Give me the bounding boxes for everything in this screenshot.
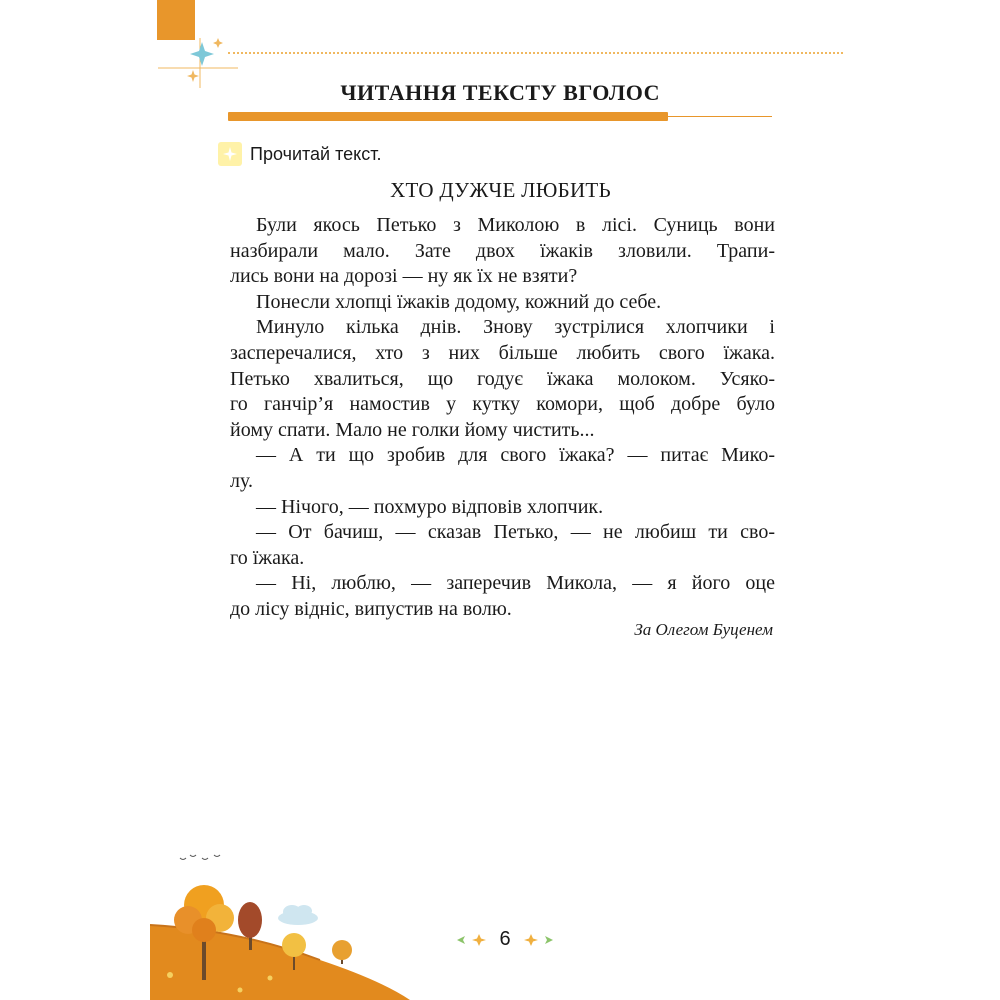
sun-marker-icon — [218, 142, 242, 166]
story-line: Петько хвалиться, що годує їжака молоком. Усяко- — [230, 367, 775, 390]
leaf-ornament-icon — [455, 934, 489, 946]
story-line: Минуло кілька днів. Знову зустрілися хлопчики і — [256, 316, 775, 339]
story-line: лись вони на дорозі — ну як їх не взяти? — [230, 265, 578, 288]
story-line: — Ні, люблю, — заперечив Микола, — я його оце — [256, 572, 775, 595]
leaf-ornament-icon — [521, 934, 555, 946]
story-line: го їжака. — [230, 546, 305, 569]
story-line: го ганчір’я намостив у кутку комори, щоб добре було — [230, 393, 775, 416]
story-line: йому спати. Мало не голки йому чистить... — [230, 418, 595, 441]
header-underline-rule — [668, 116, 772, 117]
story-line: засперечалися, хто з них більше любить свого їжака. — [230, 341, 775, 364]
instruction-text: Прочитай текст. — [250, 143, 382, 164]
instruction — [218, 142, 381, 166]
story-line: — От бачиш, — сказав Петько, — не любиш ти сво- — [256, 521, 775, 544]
corner-color-block — [157, 0, 195, 40]
header-underline-bar — [228, 112, 668, 121]
story-line: Понесли хлопці їжаків додому, кожний до себе. — [256, 290, 662, 313]
story-body — [230, 213, 775, 623]
page-number — [440, 928, 570, 951]
story-line: назбирали мало. Зате двох їжаків зловили. Трапи- — [230, 239, 775, 262]
story-line: — Нічого, — похмуро відповів хлопчик. — [256, 495, 604, 518]
story-author: За Олегом Буценем — [634, 620, 773, 639]
story-line: лу. — [230, 469, 253, 492]
section-header: ЧИТАННЯ ТЕКСТУ ВГОЛОС — [340, 80, 660, 105]
autumn-landscape-icon — [150, 850, 440, 1000]
header-dotted-line — [228, 52, 843, 54]
story-line: до лісу відніс, випустив на волю. — [230, 597, 512, 620]
story-title: ХТО ДУЖЧЕ ЛЮБИТЬ — [390, 178, 611, 202]
sparkle-icon — [158, 38, 238, 88]
story-line: Були якось Петько з Миколою в лісі. Суниць вони — [256, 214, 775, 236]
page-number-text: 6 — [499, 928, 511, 950]
story-line: — А ти що зробив для свого їжака? — питає Мико- — [256, 444, 775, 467]
